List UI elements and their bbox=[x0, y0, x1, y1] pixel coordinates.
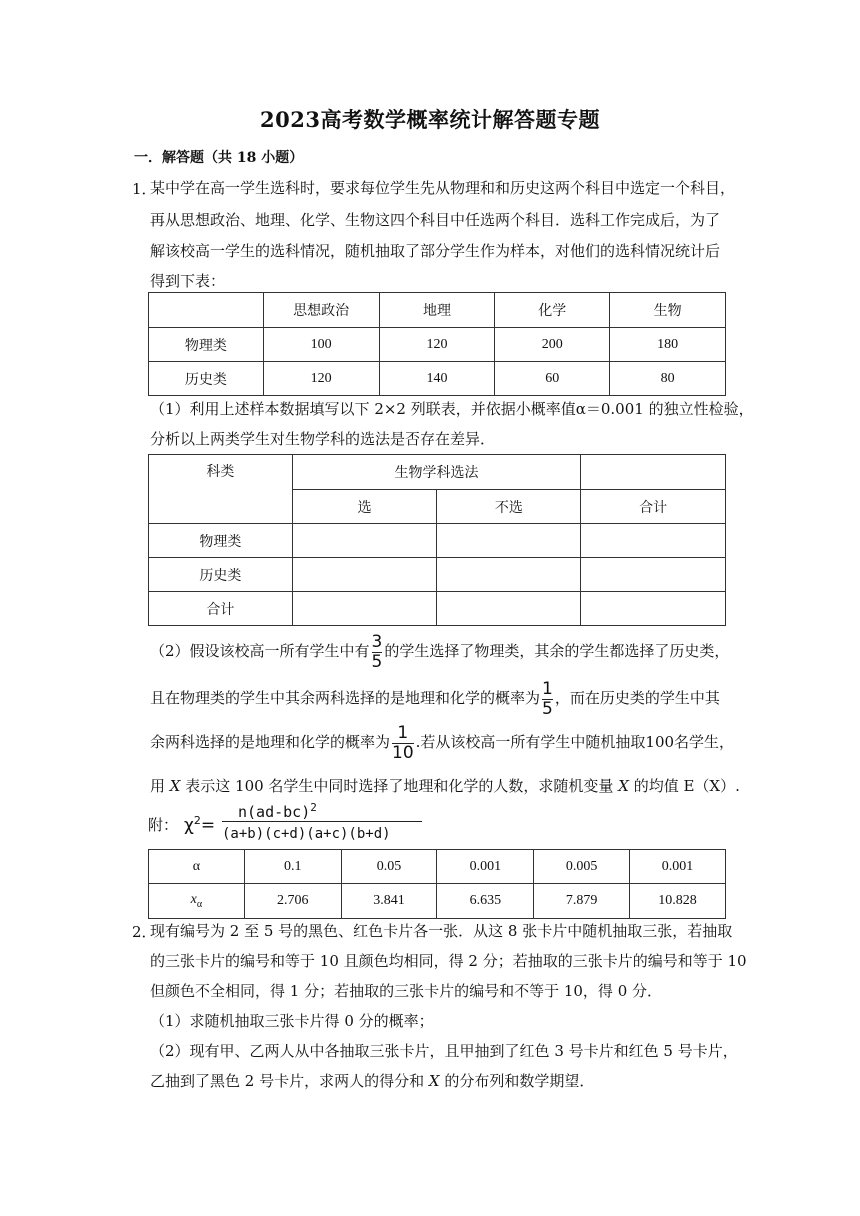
table-cell: 2.706 bbox=[244, 884, 341, 919]
q1-part2-line-3 bbox=[150, 722, 734, 762]
table-cell: 180 bbox=[610, 328, 726, 362]
variable-x: X bbox=[169, 777, 181, 795]
table-empty-cell bbox=[581, 455, 726, 490]
table-row bbox=[149, 850, 726, 884]
table-empty-cell bbox=[581, 524, 726, 558]
table-cell: 物理类 bbox=[149, 328, 264, 362]
numerator-exponent: 2 bbox=[310, 801, 317, 814]
q1-part2-line-4 bbox=[150, 776, 740, 796]
table-contingency bbox=[148, 454, 726, 626]
table-cell: 100 bbox=[263, 328, 379, 362]
fraction-numerator: 3 bbox=[371, 631, 383, 652]
q2-line-6 bbox=[150, 1071, 594, 1091]
expectation-expression: E（X）. bbox=[683, 777, 740, 795]
q1-line-1: 某中学在高一学生选科时，要求每位学生先从物理和和历史这两个科目中选定一个科目， bbox=[150, 179, 736, 197]
table-cell: 80 bbox=[610, 362, 726, 396]
table-cell: 60 bbox=[495, 362, 610, 396]
table-row bbox=[149, 524, 726, 558]
fraction-one-fifth bbox=[542, 678, 553, 719]
q1-part2-line-1 bbox=[150, 631, 729, 671]
table-empty-cell bbox=[437, 524, 581, 558]
table-cell: 0.1 bbox=[244, 850, 341, 884]
table-cell: 0.05 bbox=[341, 850, 437, 884]
q1-line-2: 再从思想政治、地理、化学、生物这四个科目中任选两个科目．选科工作完成后，为了 bbox=[150, 211, 721, 229]
table-row bbox=[149, 884, 726, 919]
fraction-three-fifths bbox=[371, 631, 383, 672]
table-row-label: 历史类 bbox=[149, 558, 293, 592]
table-row bbox=[149, 362, 726, 396]
table-header-cell: 选 bbox=[292, 490, 437, 524]
fraction-denominator: 10 bbox=[392, 742, 414, 763]
q1-line-4: 得到下表： bbox=[150, 272, 226, 290]
table-cell: 10.828 bbox=[630, 884, 726, 919]
table-cell: 120 bbox=[379, 328, 495, 362]
text-segment: ，而在历史类的学生中其 bbox=[554, 689, 720, 707]
table-empty-cell bbox=[581, 558, 726, 592]
table-cell: 3.841 bbox=[341, 884, 437, 919]
q2-line-3: 但颜色不全相同，得 1 分；若抽取的三张卡片的编号和不等于 10，得 0 分． bbox=[150, 982, 663, 1000]
q2-line-5: （2）现有甲、乙两人从中各抽取三张卡片，且甲抽到了红色 3 号卡片和红色 5 号卡片， bbox=[150, 1042, 738, 1060]
text-segment: 的分布列和数学期望． bbox=[444, 1072, 595, 1090]
chi-letter: χ bbox=[184, 815, 194, 836]
formula-numerator bbox=[238, 801, 317, 821]
q2-line-4: （1）求随机抽取三张卡片得 0 分的概率； bbox=[150, 1012, 434, 1030]
table-header-cell: 化学 bbox=[495, 293, 610, 328]
table-cell bbox=[149, 884, 245, 919]
text-segment: 用 bbox=[150, 777, 166, 795]
variable-x: X bbox=[428, 1072, 440, 1090]
table-header-cell bbox=[149, 293, 264, 328]
question-2-number: 2． bbox=[132, 923, 157, 941]
text-segment: 的均值 bbox=[633, 777, 679, 795]
table-row-label: 物理类 bbox=[149, 524, 293, 558]
variable-x: X bbox=[618, 777, 629, 795]
table-cell: 7.879 bbox=[534, 884, 630, 919]
table-subject-selection bbox=[148, 292, 726, 396]
table-cell: 120 bbox=[263, 362, 379, 396]
text-segment: 的学生选择了物理类，其余的学生都选择了历史类， bbox=[384, 642, 730, 660]
question-1-number: 1． bbox=[132, 180, 157, 198]
formula-fraction-bar bbox=[222, 821, 422, 822]
table-cell: 140 bbox=[379, 362, 495, 396]
table-empty-cell bbox=[581, 592, 726, 626]
chi-square-symbol bbox=[184, 814, 215, 836]
variable-x: x bbox=[190, 892, 197, 908]
fraction-numerator: 1 bbox=[397, 722, 409, 743]
table-row bbox=[149, 592, 726, 626]
page-title: 2023高考数学概率统计解答题专题 bbox=[260, 107, 600, 132]
table-empty-cell bbox=[437, 558, 581, 592]
table-row bbox=[149, 328, 726, 362]
text-segment: 且在物理类的学生中其余两科选择的是地理和化学的概率为 bbox=[150, 689, 541, 707]
table-empty-cell bbox=[292, 558, 437, 592]
table-cell: 0.001 bbox=[437, 850, 534, 884]
table-empty-cell bbox=[292, 524, 437, 558]
q1-part1-line-1: （1）利用上述样本数据填写以下 2×2 列联表，并依据小概率值α＝0.001 的独立性检验， bbox=[150, 400, 754, 418]
q2-line-2: 的三张卡片的编号和等于 10 且颜色均相同，得 2 分；若抽取的三张卡片的编号和等于 10 bbox=[150, 952, 747, 970]
fraction-numerator: 1 bbox=[542, 678, 553, 699]
table-row-label: 合计 bbox=[149, 592, 293, 626]
q1-part1-line-2: 分析以上两类学生对生物学科的选法是否存在差异． bbox=[150, 430, 496, 448]
fraction-denominator: 5 bbox=[371, 651, 383, 672]
table-cell: 0.001 bbox=[630, 850, 726, 884]
q1-part2-line-2 bbox=[150, 678, 720, 718]
table-header-cell: 生物 bbox=[610, 293, 726, 328]
numerator-text: n(ad-bc) bbox=[238, 803, 311, 821]
table-empty-cell bbox=[437, 592, 581, 626]
section-heading: 一．解答题（共 18 小题） bbox=[134, 150, 304, 166]
text-segment: 余两科选择的是地理和化学的概率为 bbox=[150, 733, 391, 751]
text-segment: 乙抽到了黑色 2 号卡片，求两人的得分和 bbox=[150, 1072, 425, 1090]
text-segment: 表示这 100 名学生中同时选择了地理和化学的人数，求随机变量 bbox=[185, 777, 614, 795]
table-header-cell: 思想政治 bbox=[263, 293, 379, 328]
table-row bbox=[149, 558, 726, 592]
table-corner-cell: 科类 bbox=[149, 455, 293, 524]
table-cell: α bbox=[149, 850, 245, 884]
formula-label: 附： bbox=[148, 816, 179, 834]
table-cell: 200 bbox=[495, 328, 610, 362]
table-critical-values bbox=[148, 849, 726, 919]
fraction-denominator: 5 bbox=[542, 698, 553, 719]
subscript-alpha: α bbox=[196, 898, 203, 910]
table-header-cell: 不选 bbox=[437, 490, 581, 524]
q2-line-1: 现有编号为 2 至 5 号的黑色、红色卡片各一张．从这 8 张卡片中随机抽取三张，若抽取 bbox=[150, 922, 733, 940]
table-cell: 6.635 bbox=[437, 884, 534, 919]
table-header-cell: 地理 bbox=[379, 293, 495, 328]
fraction-one-tenth bbox=[392, 722, 414, 763]
table-group-header: 生物学科选法 bbox=[292, 455, 580, 490]
chi-exponent: 2 bbox=[193, 814, 201, 827]
q1-line-3: 解该校高一学生的选科情况，随机抽取了部分学生作为样本，对他们的选科情况统计后 bbox=[150, 242, 721, 260]
table-cell: 历史类 bbox=[149, 362, 264, 396]
text-segment: .若从该校高一所有学生中随机抽取100名学生， bbox=[415, 733, 735, 751]
table-header-cell: 合计 bbox=[581, 490, 726, 524]
formula-denominator: (a+b)(c+d)(a+c)(b+d) bbox=[222, 826, 391, 842]
text-segment: （2）假设该校高一所有学生中有 bbox=[150, 642, 370, 660]
table-empty-cell bbox=[292, 592, 437, 626]
table-cell: 0.005 bbox=[534, 850, 630, 884]
equals-sign: = bbox=[200, 815, 216, 836]
